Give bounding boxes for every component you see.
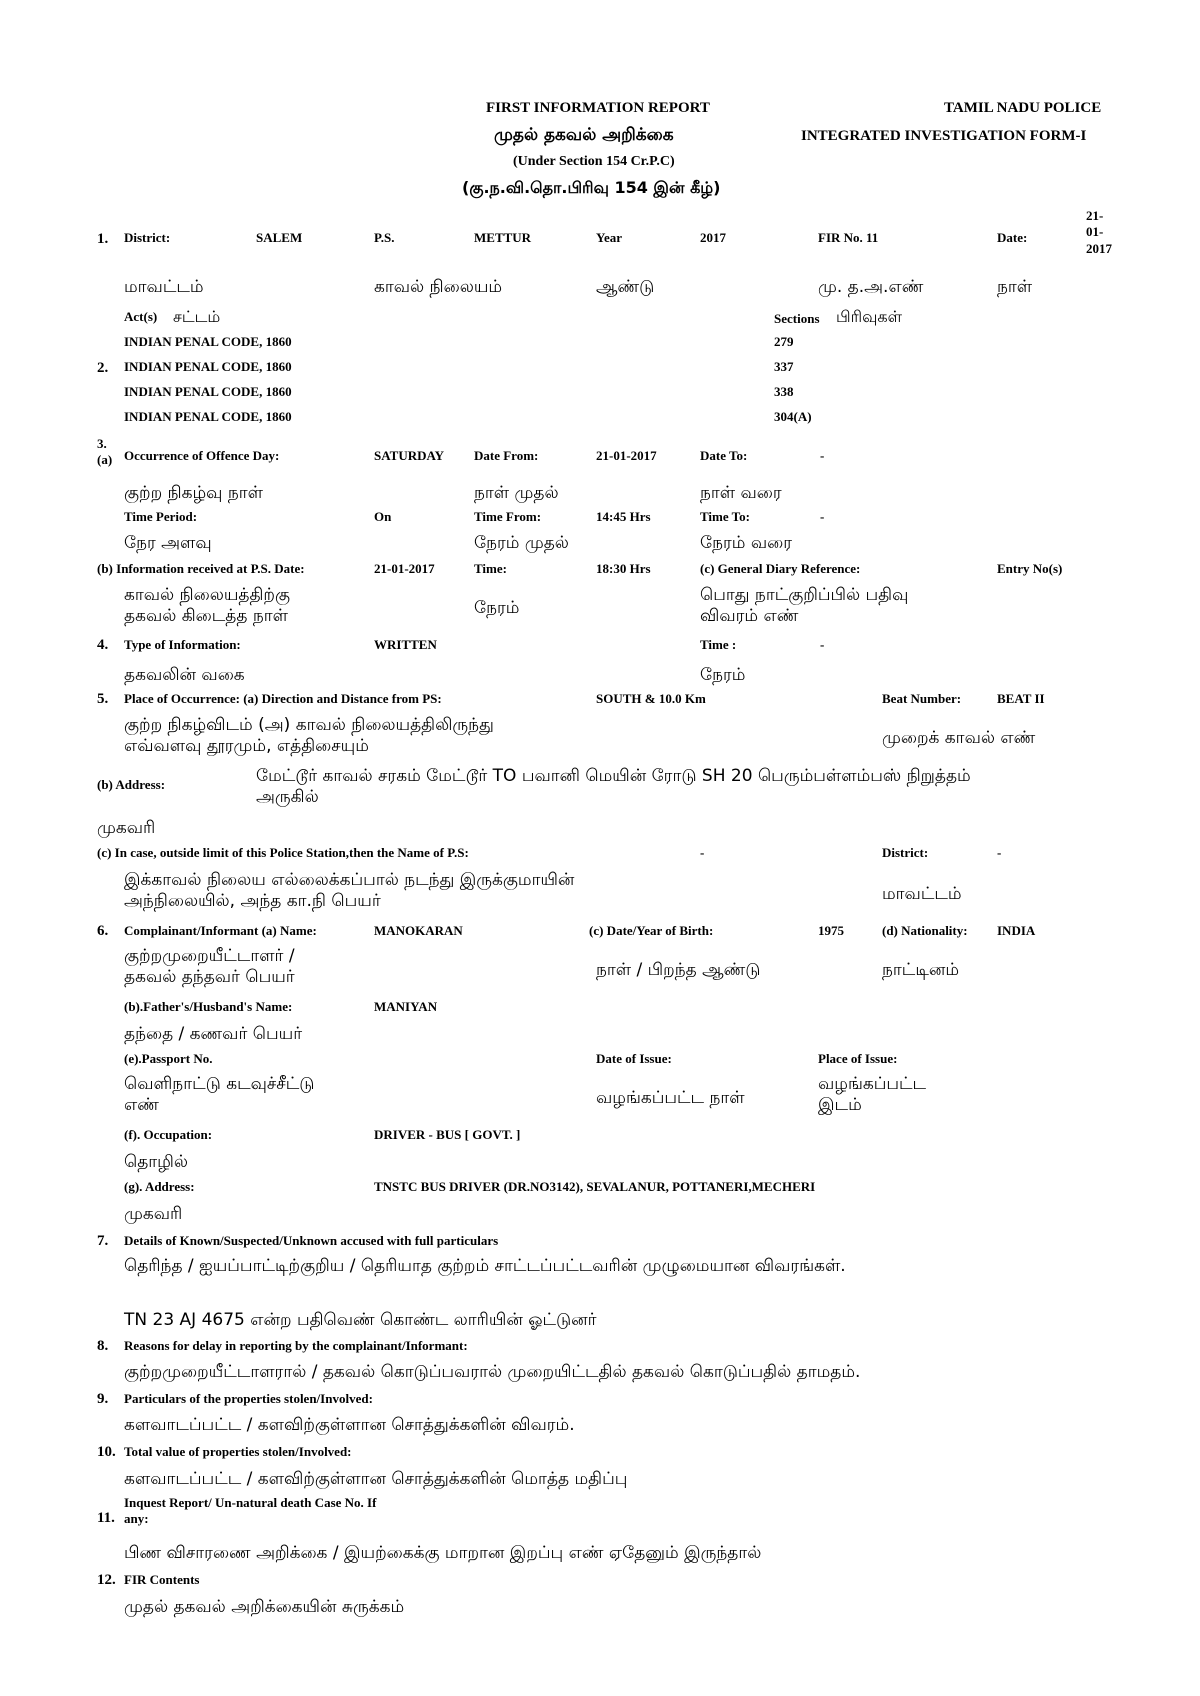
info-received-label: (b) Information received at P.S. Date: xyxy=(97,561,305,576)
passport-label: (e).Passport No. xyxy=(124,1051,213,1066)
info-time-value: - xyxy=(820,637,825,652)
entry-no-label: Entry No(s) xyxy=(997,561,1063,576)
ps-value: METTUR xyxy=(474,230,532,245)
occupation-value: DRIVER - BUS [ GOVT. ] xyxy=(374,1127,521,1142)
complainant-name-label: Complainant/Informant (a) Name: xyxy=(124,923,317,938)
date-from-tamil: நாள் முதல் xyxy=(474,483,559,503)
complainant-address-value: TNSTC BUS DRIVER (DR.NO3142), SEVALANUR, POTTANERI,MECHERI xyxy=(374,1179,816,1194)
section-8-number: 8. xyxy=(97,1338,109,1354)
occupation-tamil: தொழில் xyxy=(124,1152,189,1172)
fir-tamil: மு. த.அ.எண் xyxy=(818,277,924,297)
fir-contents-label: FIR Contents xyxy=(124,1572,200,1587)
time-from-label: Time From: xyxy=(474,509,542,524)
address-value: மேட்டூர் காவல் சரகம் மேட்டூர் TO பவானி மெயின் ரோடு SH 20 பெரும்பள்ளம்பஸ் நிறுத்தம் அருகில் xyxy=(256,766,971,808)
section-4-number: 4. xyxy=(97,637,109,653)
beat-number-value: BEAT II xyxy=(997,691,1045,706)
properties-tamil: களவாடப்பட்ட / களவிற்குள்ளான சொத்துக்களின் விவரம். xyxy=(124,1415,575,1435)
section-11-number: 11. xyxy=(97,1510,115,1526)
time-to-value: - xyxy=(820,509,825,524)
passport-tamil: வெளிநாட்டு கடவுச்சீட்டு எண் xyxy=(124,1074,315,1116)
general-diary-label: (c) General Diary Reference: xyxy=(700,561,861,576)
nationality-tamil: நாட்டினம் xyxy=(882,960,960,980)
general-diary-tamil: பொது நாட்குறிப்பில் பதிவு விவரம் எண் xyxy=(700,585,909,627)
acts-tamil: சட்டம் xyxy=(173,307,221,326)
beat-number-label: Beat Number: xyxy=(882,691,962,706)
sections-tamil: பிரிவுகள் xyxy=(836,307,903,326)
section-3-number: 3. (a) xyxy=(97,436,113,467)
issue-date-tamil: வழங்கப்பட்ட நாள் xyxy=(596,1088,745,1108)
complainant-name-tamil: குற்றமுறையீட்டாளர் / தகவல் தந்தவர் பெயர் xyxy=(124,946,295,988)
ps-tamil: காவல் நிலையம் xyxy=(374,277,503,297)
time-to-tamil: நேரம் வரை xyxy=(700,533,792,553)
act-row: INDIAN PENAL CODE, 1860 xyxy=(124,334,292,349)
section-row: 337 xyxy=(774,359,794,374)
inquest-report-label: Inquest Report/ Un-natural death Case No. If any: xyxy=(124,1495,377,1526)
acts-label: Act(s) xyxy=(124,309,158,324)
occurrence-day-value: SATURDAY xyxy=(374,448,445,463)
date-value: 21- 01- 2017 xyxy=(1086,208,1112,256)
section-12-number: 12. xyxy=(97,1572,116,1588)
district-tamil: மாவட்டம் xyxy=(124,277,204,297)
father-name-tamil: தந்தை / கணவர் பெயர் xyxy=(124,1024,303,1044)
total-value-tamil: களவாடப்பட்ட / களவிற்குள்ளான சொத்துக்களின் மொத்த மதிப்பு xyxy=(124,1469,628,1489)
date-to-tamil: நாள் வரை xyxy=(700,483,782,503)
beat-number-tamil: முறைக் காவல் எண் xyxy=(882,728,1036,748)
section-row: 279 xyxy=(774,334,794,349)
org-name: TAMIL NADU POLICE xyxy=(944,100,1102,116)
under-section-tamil: (கு.ந.வி.தொ.பிரிவு 154 இன் கீழ்) xyxy=(462,178,721,197)
info-received-time: 18:30 Hrs xyxy=(596,561,651,576)
address-label: (b) Address: xyxy=(97,777,166,792)
accused-details-label: Details of Known/Suspected/Unknown accused with full particulars xyxy=(124,1233,499,1248)
time-to-label: Time To: xyxy=(700,509,750,524)
sections-label: Sections xyxy=(774,311,820,326)
complainant-address-label: (g). Address: xyxy=(124,1179,195,1194)
info-received-tamil: காவல் நிலையத்திற்கு தகவல் கிடைத்த நாள் xyxy=(124,585,290,627)
accused-details-value: TN 23 AJ 4675 என்ற பதிவெண் கொண்ட லாரியின் ஓட்டுனர் xyxy=(124,1310,597,1330)
occurrence-day-label: Occurrence of Offence Day: xyxy=(124,448,280,463)
info-time-tamil: நேரம் xyxy=(700,665,746,685)
date-label: Date: xyxy=(997,230,1028,245)
outside-ps-label: (c) In case, outside limit of this Police Station,then the Name of P.S: xyxy=(97,845,469,860)
report-title-tamil: முதல் தகவல் அறிக்கை xyxy=(494,125,674,145)
outside-district-tamil: மாவட்டம் xyxy=(882,884,962,904)
father-name-label: (b).Father's/Husband's Name: xyxy=(124,999,293,1014)
outside-ps-value: - xyxy=(700,845,705,860)
section-9-number: 9. xyxy=(97,1391,109,1407)
district-value: SALEM xyxy=(256,230,303,245)
act-row: INDIAN PENAL CODE, 1860 xyxy=(124,359,292,374)
inquest-report-tamil: பிண விசாரணை அறிக்கை / இயற்கைக்கு மாறான இறப்பு எண் ஏதேனும் இருந்தால் xyxy=(124,1543,762,1563)
section-row: 338 xyxy=(774,384,794,399)
section-row: 304(A) xyxy=(774,409,812,424)
occurrence-day-tamil: குற்ற நிகழ்வு நாள் xyxy=(124,483,263,503)
info-type-value: WRITTEN xyxy=(374,637,437,652)
section-10-number: 10. xyxy=(97,1444,116,1460)
outside-ps-tamil: இக்காவல் நிலைய எல்லைக்கப்பால் நடந்து இருக்குமாயின் அந்நிலையில், அந்த கா.நி பெயர் xyxy=(124,870,575,912)
delay-reason-label: Reasons for delay in reporting by the complainant/Informant: xyxy=(124,1338,468,1353)
time-period-tamil: நேர அளவு xyxy=(124,533,212,553)
issue-date-label: Date of Issue: xyxy=(596,1051,672,1066)
section-2-number: 2. xyxy=(97,360,109,376)
issue-place-tamil: வழங்கப்பட்ட இடம் xyxy=(818,1074,927,1116)
place-of-occurrence-value: SOUTH & 10.0 Km xyxy=(596,691,706,706)
occupation-label: (f). Occupation: xyxy=(124,1127,213,1142)
report-title: FIRST INFORMATION REPORT xyxy=(486,100,710,116)
place-of-occurrence-label: Place of Occurrence: (a) Direction and Distance from PS: xyxy=(124,691,442,706)
year-label: Year xyxy=(596,230,622,245)
accused-details-tamil: தெரிந்த / ஐயப்பாட்டிற்குறிய / தெரியாத குற்றம் சாட்டப்பட்டவரின் முழுமையான விவரங்கள். xyxy=(124,1256,846,1276)
nationality-value: INDIA xyxy=(997,923,1036,938)
form-name: INTEGRATED INVESTIGATION FORM-I xyxy=(801,128,1087,144)
birth-year-value: 1975 xyxy=(818,923,844,938)
outside-district-value: - xyxy=(997,845,1002,860)
info-time-label: Time : xyxy=(700,637,737,652)
info-type-label: Type of Information: xyxy=(124,637,241,652)
address-tamil: முகவரி xyxy=(97,818,156,838)
birth-year-tamil: நாள் / பிறந்த ஆண்டு xyxy=(596,960,761,980)
nationality-label: (d) Nationality: xyxy=(882,923,968,938)
fir-contents-tamil: முதல் தகவல் அறிக்கையின் சுருக்கம் xyxy=(124,1597,405,1617)
place-of-occurrence-tamil: குற்ற நிகழ்விடம் (அ) காவல் நிலையத்திலிருந்து எவ்வளவு தூரமும், எத்திசையும் xyxy=(124,715,494,757)
birth-year-label: (c) Date/Year of Birth: xyxy=(589,923,714,938)
father-name-value: MANIYAN xyxy=(374,999,438,1014)
year-value: 2017 xyxy=(700,230,726,245)
section-5-number: 5. xyxy=(97,691,109,707)
outside-district-label: District: xyxy=(882,845,929,860)
section-7-number: 7. xyxy=(97,1233,109,1249)
info-type-tamil: தகவலின் வகை xyxy=(124,665,245,685)
delay-reason-tamil: குற்றமுறையீட்டாளரால் / தகவல் கொடுப்பவரால் முறையிட்டதில் தகவல் கொடுப்பதில் தாமதம். xyxy=(124,1362,861,1382)
year-tamil: ஆண்டு xyxy=(596,277,655,297)
section-1-number: 1. xyxy=(97,231,109,247)
fir-number: FIR No. 11 xyxy=(818,230,879,245)
section-6-number: 6. xyxy=(97,923,109,939)
info-received-date: 21-01-2017 xyxy=(374,561,435,576)
date-from-label: Date From: xyxy=(474,448,539,463)
time-from-value: 14:45 Hrs xyxy=(596,509,651,524)
ps-label: P.S. xyxy=(374,230,395,245)
date-from-value: 21-01-2017 xyxy=(596,448,657,463)
complainant-address-tamil: முகவரி xyxy=(124,1204,183,1224)
complainant-name-value: MANOKARAN xyxy=(374,923,463,938)
info-received-time-tamil: நேரம் xyxy=(474,598,520,618)
time-period-value: On xyxy=(374,509,392,524)
date-to-value: - xyxy=(820,448,825,463)
act-row: INDIAN PENAL CODE, 1860 xyxy=(124,409,292,424)
date-tamil: நாள் xyxy=(997,277,1033,297)
properties-label: Particulars of the properties stolen/Involved: xyxy=(124,1391,373,1406)
time-period-label: Time Period: xyxy=(124,509,198,524)
total-value-label: Total value of properties stolen/Involved: xyxy=(124,1444,352,1459)
date-to-label: Date To: xyxy=(700,448,748,463)
act-row: INDIAN PENAL CODE, 1860 xyxy=(124,384,292,399)
info-received-time-label: Time: xyxy=(474,561,507,576)
under-section: (Under Section 154 Cr.P.C) xyxy=(513,154,675,169)
issue-place-label: Place of Issue: xyxy=(818,1051,898,1066)
district-label: District: xyxy=(124,230,171,245)
time-from-tamil: நேரம் முதல் xyxy=(474,533,569,553)
